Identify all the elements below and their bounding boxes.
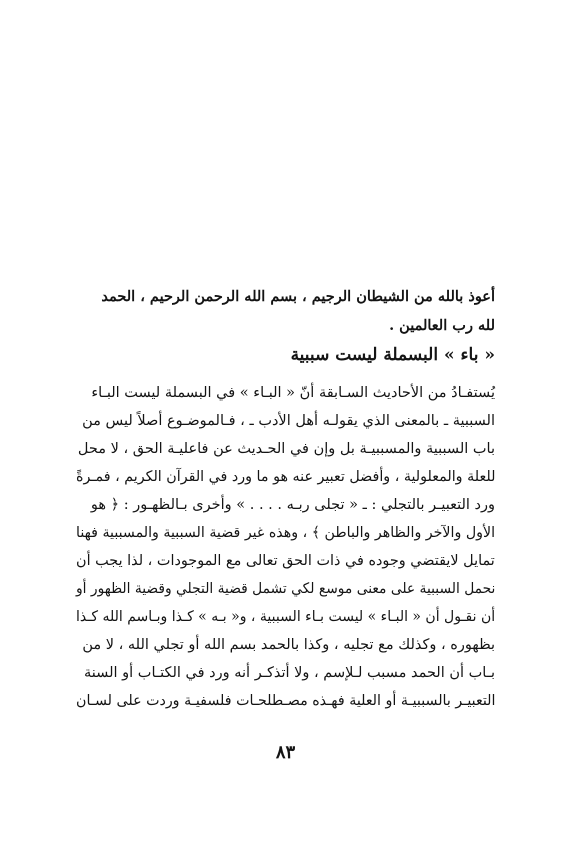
intro-line-2: لله رب العالمين .	[389, 317, 495, 334]
body-line-7: تمايل لايقتضي وجوده في ذات الحق تعالى مع الموجودات ، لذا يجب أن	[76, 553, 495, 569]
body-line-9: أن نقـول أن « البـاء » ليست بـاء السببية ، و« بـه » كـذا وبـاسم الله كـذا	[75, 609, 495, 625]
body-line-8: نحمل السببية على معنى موسع لكي تشمل قضية التجلي وقضية الظهور أو	[75, 581, 495, 597]
page-number: ٨٣	[275, 742, 296, 763]
body-line-5: ورد التعبيـر بالتجلي : ـ « تجلى ربـه . . . . » وأخرى بـالظهـور : ﴿ هو	[90, 497, 495, 513]
body-line-1: يُستفـادُ من الأحاديث السـابقة أنّ « البـاء » في البسملة ليست البـاء	[91, 385, 495, 401]
body-line-3: باب السببية والمسببيـة بل وإن في الحـديث عن فاعليـة الحق ، لا محل	[77, 441, 495, 457]
body-line-11: بـاب أن الحمد مسبب لـلإسم ، ولا أتذكـر أنه ورد في الكتـاب أو السنة	[84, 665, 495, 681]
body-line-10: بظهوره ، وكذلك مع تجليه ، وكذا بالحمد بسم الله أو تجلي الله ، لا من	[82, 637, 495, 653]
body-line-12: التعبيـر بالسببيـة أو العلية فهـذه مصـطلحـات فلسفيـة وردت على لسـان	[75, 693, 495, 709]
section-heading: « باء » البسملة ليست سببية	[290, 345, 495, 365]
intro-line-1: أعوذ بالله من الشيطان الرجيم ، بسم الله الرحمن الرحيم ، الحمد	[101, 288, 495, 305]
body-line-4: للعلة والمعلولية ، وأفضل تعبير عنه هو ما ورد في القرآن الكريم ، فمـرةً	[75, 469, 495, 485]
body-line-6: الأول والآخر والظاهر والباطن ﴾ ، وهذه غير قضية السببية والمسببية فهنا	[75, 525, 495, 541]
body-line-2: السببية ـ بالمعنى الذي يقولـه أهل الأدب ـ ، فـالموضـوع أصلاً ليس من	[82, 413, 495, 429]
